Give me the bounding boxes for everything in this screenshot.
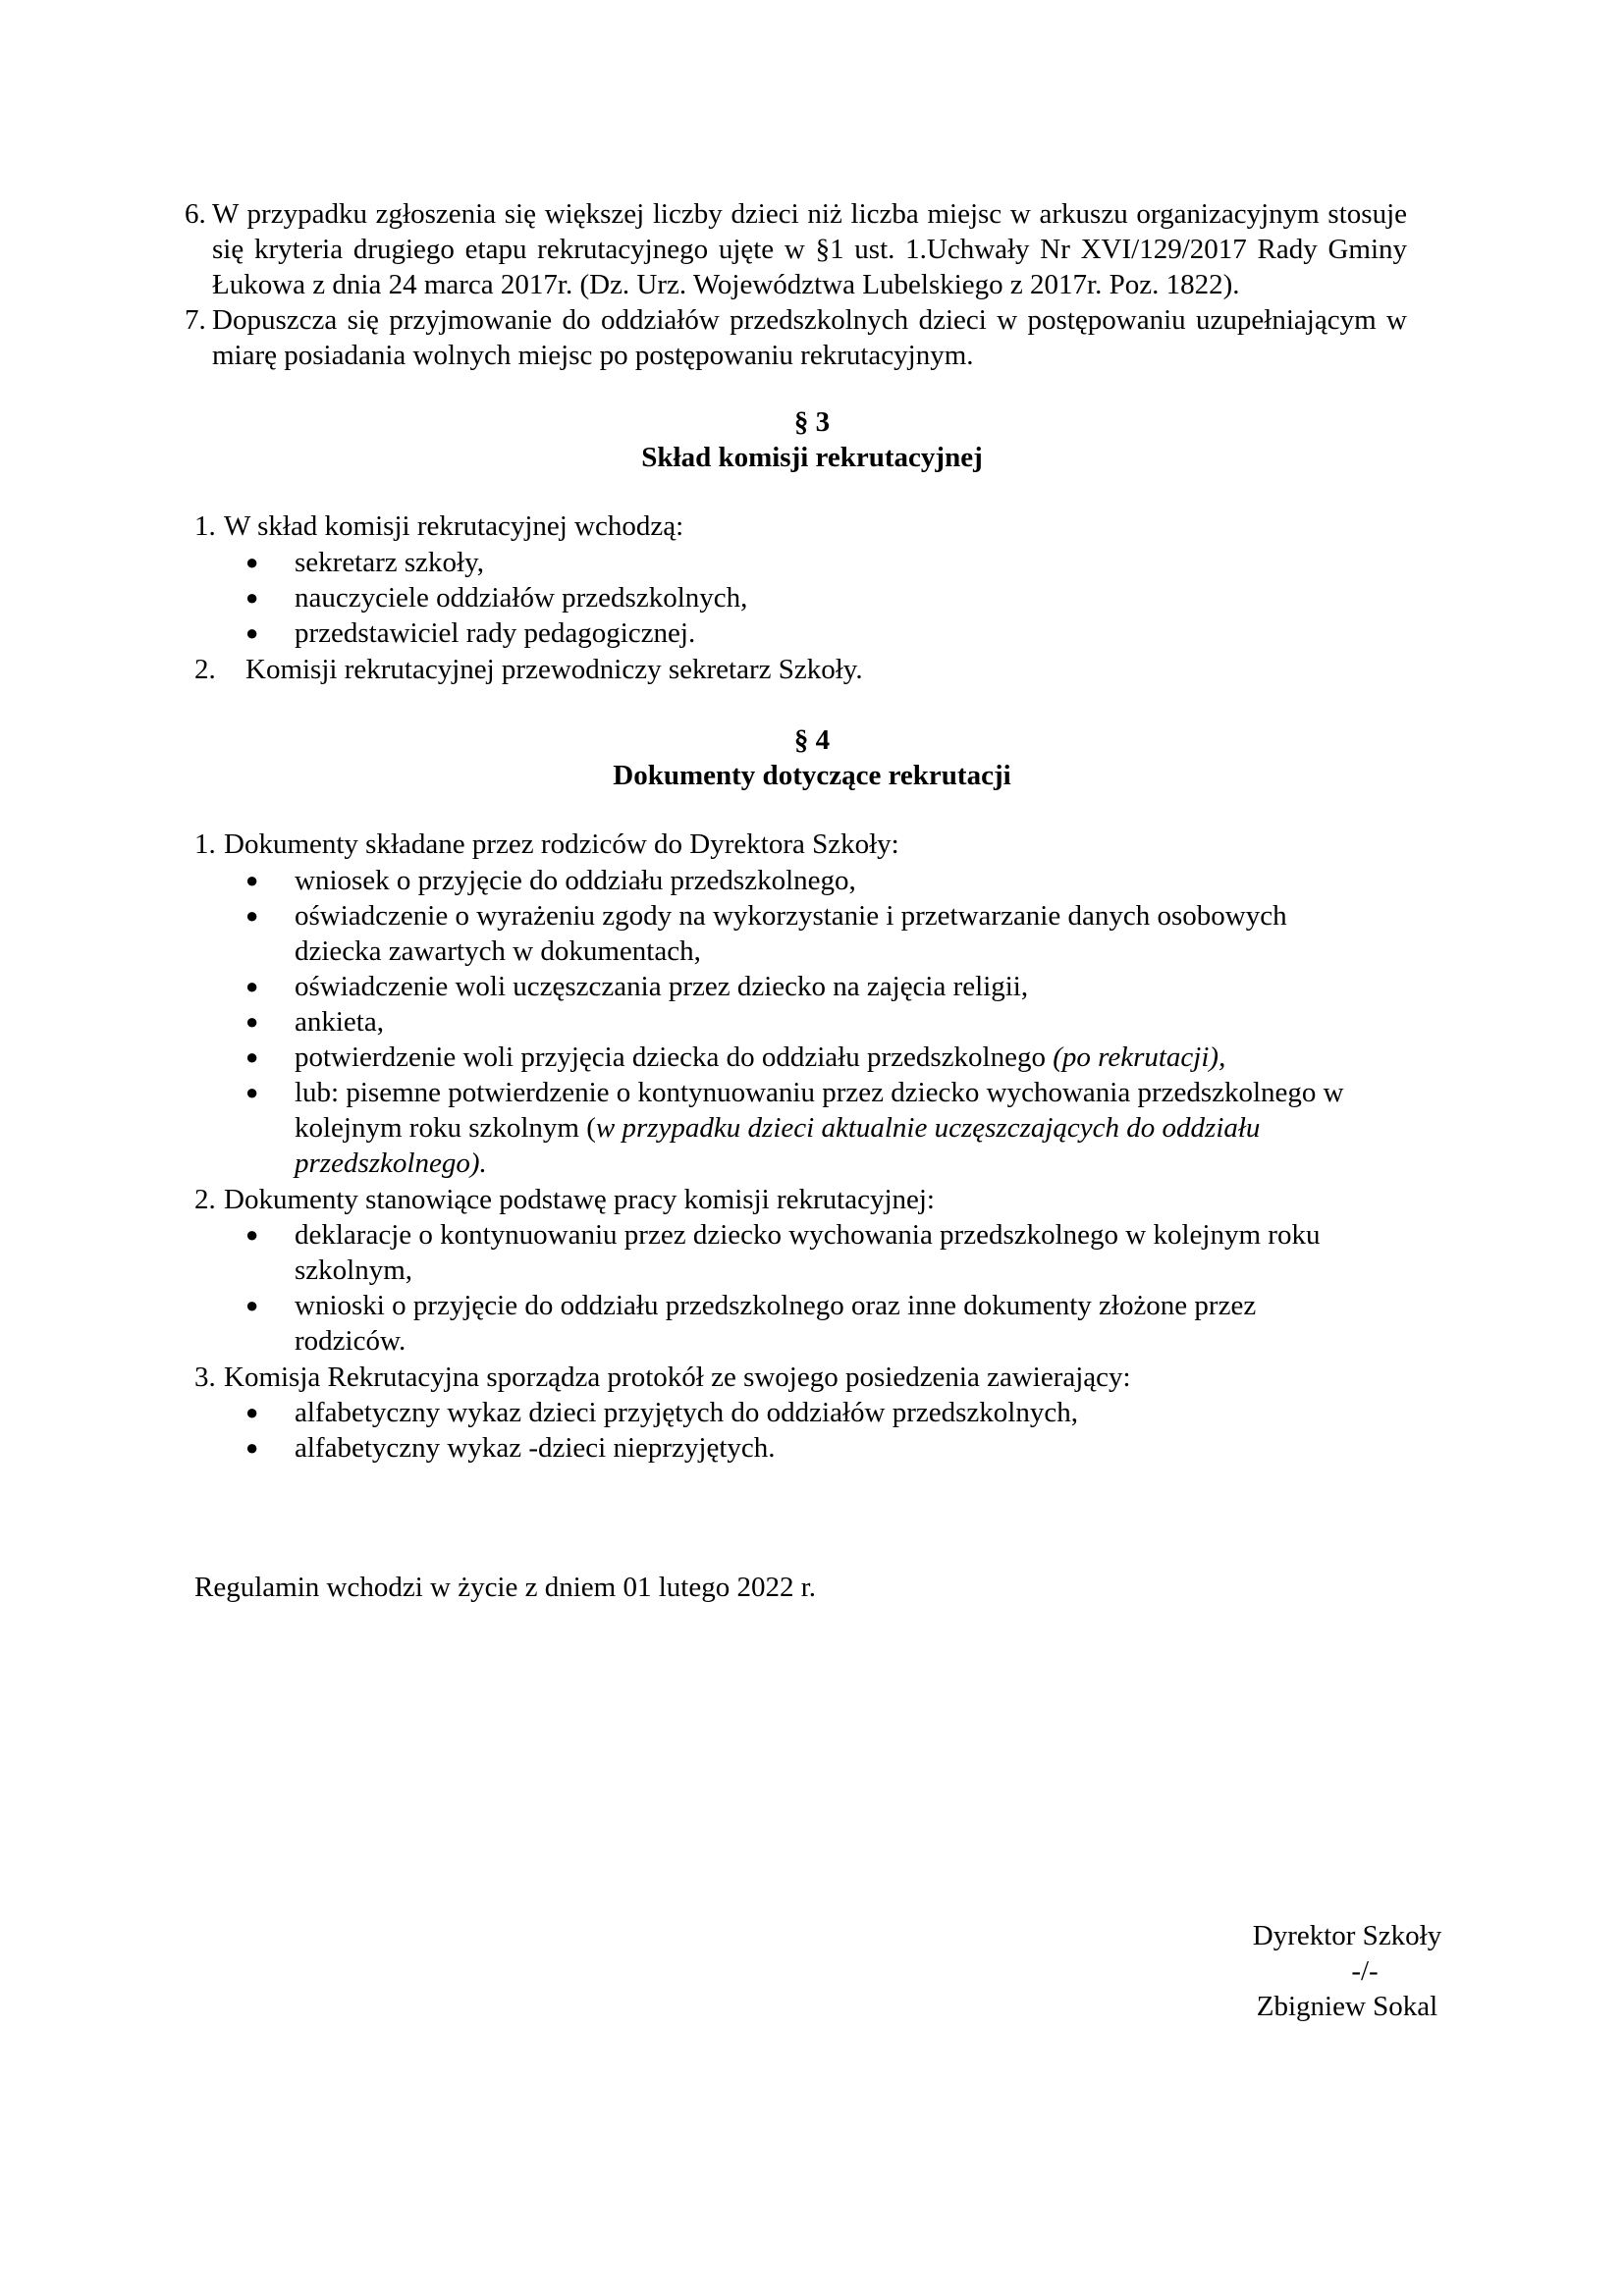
section-3-item-1 bbox=[194, 508, 683, 544]
bullet-icon: ● bbox=[245, 1435, 259, 1460]
bullet-icon: ● bbox=[245, 868, 259, 892]
bullet-icon: ● bbox=[245, 1400, 259, 1424]
bullet-item bbox=[245, 1430, 1375, 1466]
bullet-text: wnioski o przyjęcie do oddziału przedszkolnego oraz inne dokumenty złożone przez rodziców. bbox=[295, 1290, 1257, 1357]
section-3-number: § 3 bbox=[793, 406, 831, 438]
section-3-title: Skład komisji rekrutacyjnej bbox=[641, 442, 983, 473]
paragraph-text: W przypadku zgłoszenia się większej liczby dzieci niż liczba miejsc w arkuszu organizacyjnym stosuje się kryteria drugiego etapu rekrutacyjnego ujęte w §1 ust. 1.Uchwały Nr XVI/129/2017 Rady Gminy Łukowa z dnia 24 marca 2017r. (Dz. Urz. Województwa Lubelskiego z 2017r. Poz. 1822). bbox=[212, 198, 1407, 300]
bullet-item bbox=[245, 863, 1375, 898]
item-number: 1. bbox=[194, 510, 216, 542]
bullet-icon: ● bbox=[245, 620, 259, 645]
bullet-item bbox=[245, 1040, 1375, 1075]
bullet-text-italic: w przypadku dzieci aktualnie uczęszczających do oddziału przedszkolnego). bbox=[295, 1112, 1261, 1179]
paragraph-number: 7. bbox=[185, 304, 206, 336]
bullet-item bbox=[245, 1004, 1375, 1040]
bullet-item bbox=[245, 898, 1355, 969]
paragraph-number: 6. bbox=[185, 198, 206, 230]
bullet-icon: ● bbox=[245, 1009, 259, 1034]
item-text: Komisji rekrutacyjnej przewodniczy sekretarz Szkoły. bbox=[245, 654, 863, 685]
bullet-text: przedstawiciel rady pedagogicznej. bbox=[295, 617, 696, 649]
section-4-item-3 bbox=[194, 1360, 1131, 1395]
bullet-icon: ● bbox=[245, 974, 259, 998]
bullet-text-italic: (po rekrutacji), bbox=[1053, 1041, 1226, 1073]
bullet-text: oświadczenie woli uczęszczania przez dziecko na zajęcia religii, bbox=[295, 971, 1029, 1002]
section-3-item-2 bbox=[194, 652, 863, 687]
bullet-text: deklaracje o kontynuowaniu przez dziecko wychowania przedszkolnego w kolejnym roku szkolnym, bbox=[295, 1219, 1321, 1286]
bullet-icon: ● bbox=[245, 585, 259, 610]
signature-role: Dyrektor Szkoły bbox=[1252, 1920, 1442, 1951]
bullet-item bbox=[245, 615, 1375, 651]
bullet-item bbox=[245, 545, 1375, 580]
paragraph-7 bbox=[185, 302, 1407, 373]
item-text: Dokumenty stanowiące podstawę pracy komisji rekrutacyjnej: bbox=[224, 1184, 935, 1215]
bullet-text: oświadczenie o wyrażeniu zgody na wykorzystanie i przetwarzanie danych osobowych dziecka zawartych w dokumentach, bbox=[295, 900, 1287, 967]
bullet-text bbox=[245, 1075, 1394, 1181]
bullet-item bbox=[245, 1395, 1375, 1430]
item-number: 1. bbox=[194, 828, 216, 860]
bullet-icon: ● bbox=[245, 1222, 259, 1247]
item-number: 2. bbox=[194, 1184, 216, 1215]
bullet-item bbox=[245, 580, 1375, 615]
bullet-text: wniosek o przyjęcie do oddziału przedszkolnego, bbox=[295, 865, 856, 896]
bullet-text: sekretarz szkoły, bbox=[295, 547, 484, 578]
bullet-text: alfabetyczny wykaz -dzieci nieprzyjętych. bbox=[295, 1432, 776, 1464]
signature-mark: -/- bbox=[1351, 1955, 1379, 1987]
item-number: 2. bbox=[194, 654, 216, 685]
bullet-item bbox=[245, 969, 1375, 1004]
item-number: 3. bbox=[194, 1362, 216, 1393]
paragraph-text: Dopuszcza się przyjmowanie do oddziałów przedszkolnych dzieci w postępowaniu uzupełniającym w miarę posiadania wolnych miejsc po postępowaniu rekrutacyjnym. bbox=[212, 304, 1407, 371]
bullet-icon: ● bbox=[245, 550, 259, 574]
bullet-icon: ● bbox=[245, 903, 259, 928]
paragraph-6 bbox=[185, 196, 1407, 302]
signature-name: Zbigniew Sokal bbox=[1256, 1991, 1438, 2022]
bullet-text: nauczyciele oddziałów przedszkolnych, bbox=[295, 582, 748, 614]
section-4-number: § 4 bbox=[793, 724, 831, 756]
item-text: Dokumenty składane przez rodziców do Dyrektora Szkoły: bbox=[224, 828, 899, 860]
section-4-title: Dokumenty dotyczące rekrutacji bbox=[613, 760, 1011, 791]
bullet-text: ankieta, bbox=[295, 1006, 384, 1038]
section-4-item-2 bbox=[194, 1182, 935, 1217]
bullet-text-plain: lub: pisemne potwierdzenie o kontynuowaniu przez dziecko wychowania przedszkolnego w kolejnym roku szkolnym ( bbox=[295, 1077, 1344, 1144]
bullet-text: alfabetyczny wykaz dzieci przyjętych do oddziałów przedszkolnych, bbox=[295, 1397, 1078, 1428]
bullet-text bbox=[245, 1040, 1375, 1075]
bullet-item bbox=[245, 1217, 1394, 1288]
item-text: Komisja Rekrutacyjna sporządza protokół ze swojego posiedzenia zawierający: bbox=[224, 1362, 1131, 1393]
effective-date-statement: Regulamin wchodzi w życie z dniem 01 lutego 2022 r. bbox=[194, 1572, 817, 1603]
bullet-icon: ● bbox=[245, 1293, 259, 1317]
bullet-text-plain: potwierdzenie woli przyjęcia dziecka do oddziału przedszkolnego bbox=[295, 1041, 1054, 1073]
bullet-icon: ● bbox=[245, 1044, 259, 1069]
bullet-item bbox=[245, 1288, 1335, 1359]
item-text: W skład komisji rekrutacyjnej wchodzą: bbox=[224, 510, 684, 542]
bullet-icon: ● bbox=[245, 1080, 259, 1104]
bullet-item bbox=[245, 1075, 1394, 1181]
section-4-item-1 bbox=[194, 827, 899, 862]
